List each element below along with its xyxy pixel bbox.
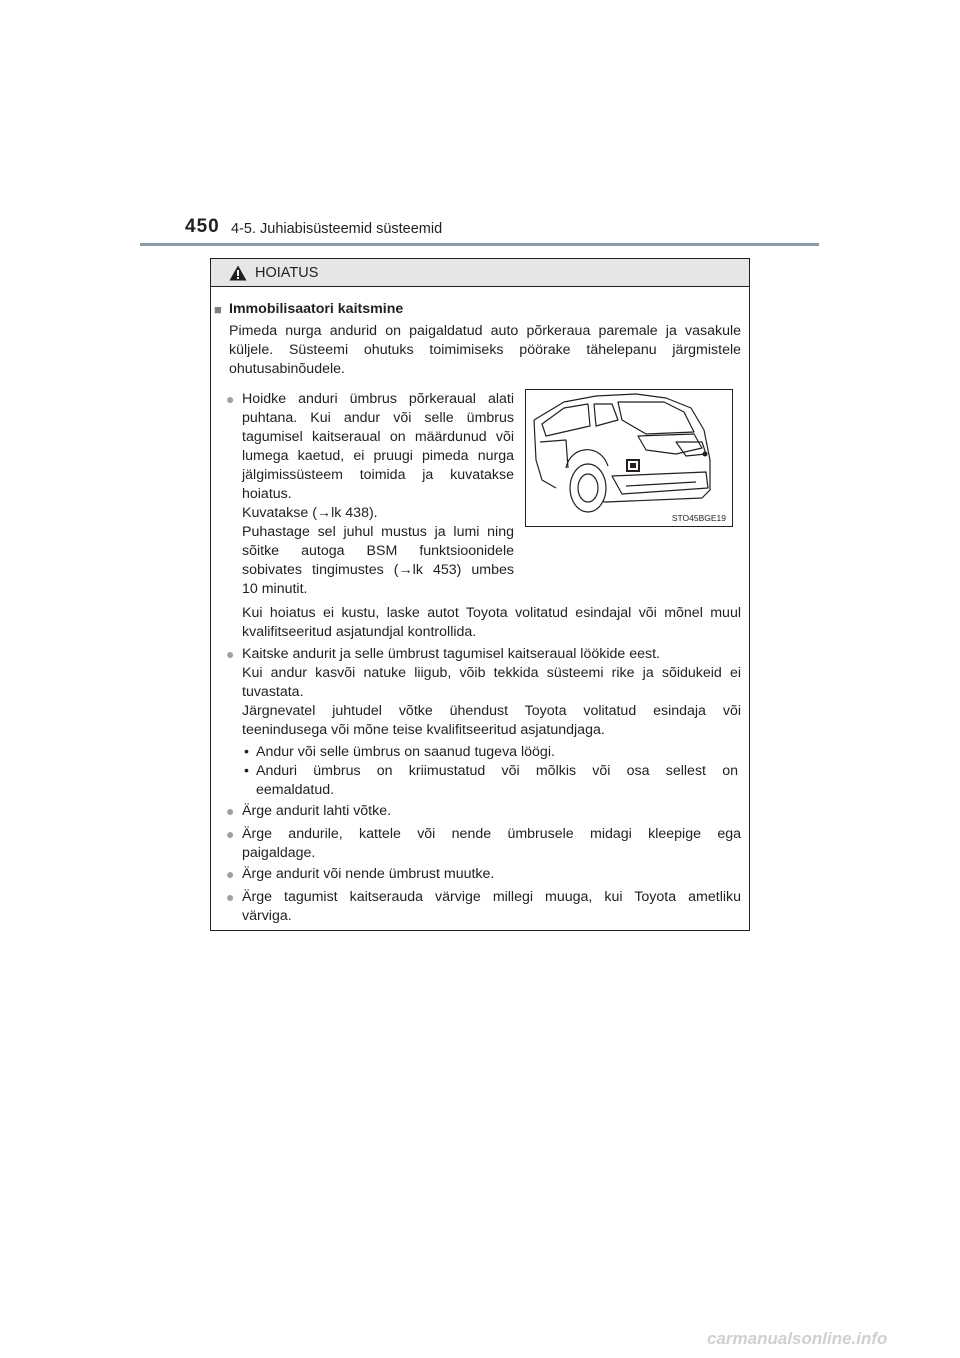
bullet1-after-line: kvalifitseeritud asjatundjal kontrollida.	[242, 624, 477, 640]
bullet1-line: tagumisel kaitseraual on määrdunud või	[242, 429, 514, 445]
round-bullet-icon: ●	[226, 826, 235, 842]
intro-line: küljele. Süsteemi ohutuks toimimiseks pöörake tähelepanu järgmistele	[229, 342, 741, 358]
bullet1-line: puhtana. Kui andur või selle ümbrus	[242, 410, 514, 426]
bullet2-line: Kaitske andurit ja selle ümbrust tagumisel kaitseraual löökide eest.	[242, 646, 660, 662]
sub-bullet-line: Anduri ümbrus on kriimustatud või mõlkis või osa sellest on	[256, 763, 738, 779]
bullet1-line: 10 minutit.	[242, 581, 308, 597]
bullet1-line: lumega kaetud, ei pruugi pimeda nurga	[242, 448, 514, 464]
bullet1-line: sõitke autoga BSM funktsioonidele	[242, 543, 514, 559]
bullet6-line: Ärge tagumist kaitserauda värvige millegi muuga, kui Toyota ametliku	[242, 889, 741, 905]
warning-triangle-icon	[229, 265, 247, 286]
bullet1-line: hoiatus.	[242, 486, 292, 502]
intro-line: ohutusabinõudele.	[229, 361, 345, 377]
round-bullet-icon: ●	[226, 646, 235, 662]
intro-line: Pimeda nurga andurid on paigaldatud auto põrkeraua paremale ja vasakule	[229, 323, 741, 339]
figure-code: STO45BGE19	[671, 513, 726, 523]
sub-bullet-icon: •	[244, 763, 249, 779]
bullet4-line: Ärge andurile, kattele või nende ümbrusele midagi kleepige ega	[242, 826, 741, 842]
round-bullet-icon: ●	[226, 391, 235, 407]
car-rear-illustration	[525, 389, 733, 527]
bullet1-line: jälgimissüsteem toimida ja kuvatakse	[242, 467, 514, 483]
bullet5-line: Ärge andurit või nende ümbrust muutke.	[242, 866, 495, 882]
bullet2-line: teenindusega või mõne teise kvalifitseeritud asjatundjaga.	[242, 722, 605, 738]
watermark-logo: carmanualsonline.info	[707, 1329, 888, 1348]
bullet4-line: paigaldage.	[242, 845, 316, 861]
bullet1-after-line: Kui hoiatus ei kustu, laske autot Toyota volitatud esindajal või mõnel muul	[242, 605, 741, 621]
bullet3-line: Ärge andurit lahti võtke.	[242, 803, 392, 819]
warning-title: Immobilisaatori kaitsmine	[229, 301, 404, 317]
bullet1-line: sobivates tingimustes (→lk 453) umbes	[242, 562, 514, 578]
sub-bullet-line: Andur või selle ümbrus on saanud tugeva löögi.	[256, 744, 555, 760]
round-bullet-icon: ●	[226, 803, 235, 819]
warning-label: HOIATUS	[255, 265, 319, 281]
header-divider	[140, 243, 819, 246]
section-title: 4-5. Juhiabisüsteemid süsteemid	[231, 221, 443, 237]
bullet6-line: värviga.	[242, 908, 292, 924]
bullet1-line: Kuvatakse (→lk 438).	[242, 505, 378, 521]
square-bullet-icon: ■	[214, 302, 222, 317]
page-number: 450	[185, 216, 220, 237]
bullet1-line: Hoidke anduri ümbrus põrkeraual alati	[242, 391, 514, 407]
round-bullet-icon: ●	[226, 866, 235, 882]
bullet2-line: Järgnevatel juhtudel võtke ühendust Toyota volitatud esindaja või	[242, 703, 741, 719]
bullet1-line: Puhastage sel juhul mustus ja lumi ning	[242, 524, 514, 540]
sub-bullet-icon: •	[244, 744, 249, 760]
warning-header	[211, 259, 749, 287]
bullet2-line: tuvastata.	[242, 684, 304, 700]
sub-bullet-line: eemaldatud.	[256, 782, 335, 798]
bullet2-line: Kui andur kasvõi natuke liigub, võib tekkida süsteemi rike ja sõidukeid ei	[242, 665, 741, 681]
round-bullet-icon: ●	[226, 889, 235, 905]
suv-rear-sensor-icon	[526, 390, 732, 526]
